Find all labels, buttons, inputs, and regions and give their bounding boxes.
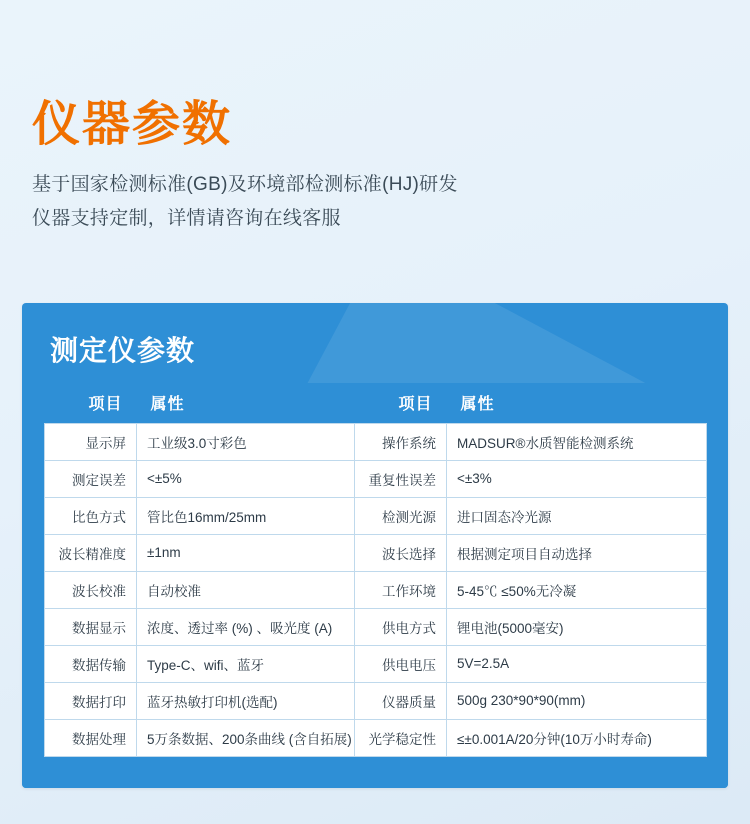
row-value: ≤±0.001A/20分钟(10万小时寿命): [447, 719, 707, 756]
row-label: 供电方式: [355, 608, 447, 645]
spec-table-card: [22, 303, 728, 788]
spec-table-body: [45, 423, 707, 756]
row-label: 显示屏: [45, 423, 137, 460]
row-value: <±3%: [447, 460, 707, 497]
row-value: 工业级3.0寸彩色: [137, 423, 355, 460]
row-label: 数据显示: [45, 608, 137, 645]
table-row: [45, 682, 707, 719]
table-row: [45, 719, 707, 756]
row-label: 测定误差: [45, 460, 137, 497]
table-row: [45, 645, 707, 682]
card-title: 测定仪参数: [50, 335, 196, 366]
row-value: 5-45℃ ≤50%无冷凝: [447, 571, 707, 608]
table-row: [45, 423, 707, 460]
column-header-item-right: 项目: [355, 383, 447, 423]
row-label: 波长选择: [355, 534, 447, 571]
row-value: 管比色16mm/25mm: [137, 497, 355, 534]
row-label: 重复性误差: [355, 460, 447, 497]
spec-table-head: [45, 383, 707, 423]
row-value: 进口固态冷光源: [447, 497, 707, 534]
card-bottom-strip: [22, 762, 728, 788]
table-header-row: [45, 383, 707, 423]
row-label: 仪器质量: [355, 682, 447, 719]
column-header-attr-left: 属性: [137, 383, 355, 423]
row-label: 比色方式: [45, 497, 137, 534]
row-value: 5V=2.5A: [447, 645, 707, 682]
row-label: 数据处理: [45, 719, 137, 756]
row-value: 根据测定项目自动选择: [447, 534, 707, 571]
row-value: 5万条数据、200条曲线 (含自拓展): [137, 719, 355, 756]
row-value: MADSUR®水质智能检测系统: [447, 423, 707, 460]
subtitle-line-1: 基于国家检测标准(GB)及环境部检测标准(HJ)研发: [32, 174, 458, 196]
column-header-item-left: 项目: [45, 383, 137, 423]
row-value: ±1nm: [137, 534, 355, 571]
table-row: [45, 497, 707, 534]
row-label: 波长精准度: [45, 534, 137, 571]
page-header: [0, 0, 750, 235]
row-label: 操作系统: [355, 423, 447, 460]
row-label: 数据打印: [45, 682, 137, 719]
row-value: 浓度、透过率 (%) 、吸光度 (A): [137, 608, 355, 645]
table-row: [45, 534, 707, 571]
row-value: 自动校准: [137, 571, 355, 608]
row-label: 工作环境: [355, 571, 447, 608]
table-row: [45, 571, 707, 608]
row-value: 蓝牙热敏打印机(选配): [137, 682, 355, 719]
row-label: 波长校准: [45, 571, 137, 608]
row-label: 光学稳定性: [355, 719, 447, 756]
spec-table: [44, 383, 707, 757]
table-row: [45, 608, 707, 645]
page-title: 仪器参数: [32, 98, 233, 151]
table-row: [45, 460, 707, 497]
row-value: 锂电池(5000毫安): [447, 608, 707, 645]
row-value: Type-C、wifi、蓝牙: [137, 645, 355, 682]
column-header-attr-right: 属性: [447, 383, 707, 423]
row-value: 500g 230*90*90(mm): [447, 682, 707, 719]
row-value: <±5%: [137, 460, 355, 497]
row-label: 供电电压: [355, 645, 447, 682]
row-label: 检测光源: [355, 497, 447, 534]
subtitle-line-2: 仪器支持定制，详情请咨询在线客服: [32, 207, 341, 229]
row-label: 数据传输: [45, 645, 137, 682]
